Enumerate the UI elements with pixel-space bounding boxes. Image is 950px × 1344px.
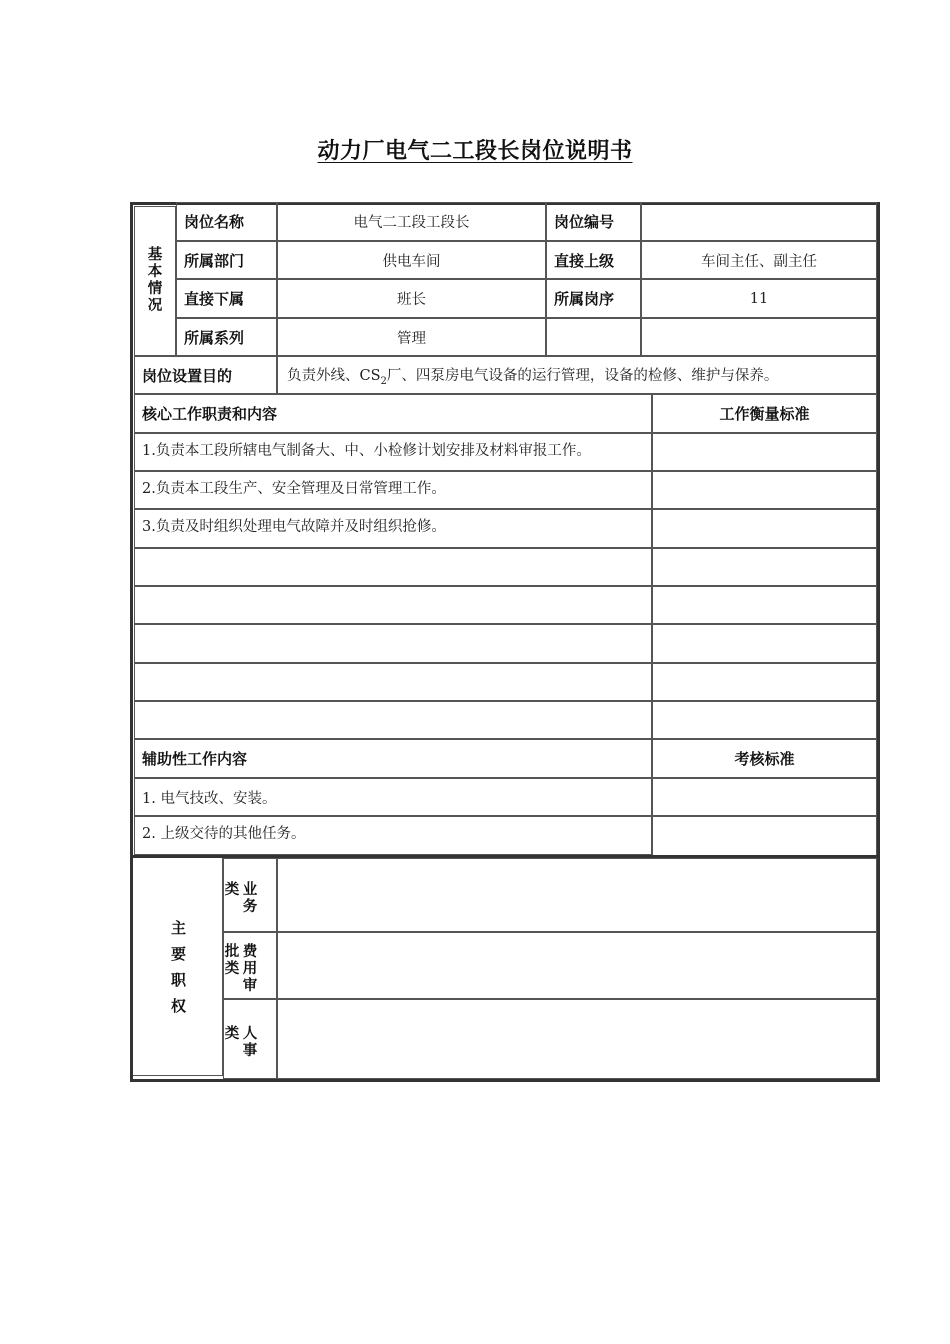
empty-value-cell xyxy=(641,318,877,356)
core-header-duties: 核心工作职责和内容 xyxy=(134,394,652,433)
core-standard xyxy=(652,663,877,701)
power-category-label: 批 费 类 用 审 xyxy=(224,944,258,994)
core-item xyxy=(134,586,652,624)
power-value-personnel xyxy=(277,999,877,1079)
core-item: 2.负责本工段生产、安全管理及日常管理工作。 xyxy=(134,471,652,509)
label-purpose: 岗位设置目的 xyxy=(134,356,277,394)
core-item xyxy=(134,701,652,739)
core-item: 1.负责本工段所辖电气制备大、中、小检修计划安排及材料审报工作。 xyxy=(134,433,652,471)
value-series: 管理 xyxy=(277,318,546,356)
empty-label-cell xyxy=(546,318,641,356)
power-category-label: 类 人 事 xyxy=(224,1026,258,1059)
core-standard xyxy=(652,701,877,739)
aux-standard xyxy=(652,816,877,858)
core-item xyxy=(134,663,652,701)
power-category-business xyxy=(223,858,277,932)
label-subordinates: 直接下属 xyxy=(176,279,277,318)
value-post-sequence: 11 xyxy=(641,279,877,318)
core-item xyxy=(134,548,652,586)
core-standard xyxy=(652,471,877,509)
label-series: 所属系列 xyxy=(176,318,277,356)
powers-label: 主要职权 xyxy=(170,919,186,1015)
value-position-code xyxy=(641,202,877,241)
power-value-expense xyxy=(277,932,877,999)
power-category-personnel xyxy=(223,999,277,1079)
aux-header-content: 辅助性工作内容 xyxy=(134,739,652,778)
purpose-text: 负责外线、$CS_2$厂、四泵房电气设备的运行管理，设备的检修、维护与保养。 xyxy=(287,367,779,387)
power-category-label: 类 业 务 xyxy=(224,882,258,915)
aux-standard xyxy=(652,778,877,816)
core-item: 3.负责及时组织处理电气故障并及时组织抢修。 xyxy=(134,509,652,548)
label-direct-superior: 直接上级 xyxy=(546,241,641,279)
core-standard xyxy=(652,624,877,663)
core-standard xyxy=(652,586,877,624)
label-position-name: 岗位名称 xyxy=(176,202,277,241)
label-position-code: 岗位编号 xyxy=(546,202,641,241)
document-title: 动力厂电气二工段长岗位说明书 xyxy=(317,139,633,164)
power-value-business xyxy=(277,858,877,932)
label-post-sequence: 所属岗序 xyxy=(546,279,641,318)
aux-item: 2. 上级交待的其他任务。 xyxy=(134,816,652,855)
power-category-expense xyxy=(223,932,277,999)
aux-item: 1. 电气技改、安装。 xyxy=(134,778,652,816)
value-position-name: 电气二工段工段长 xyxy=(277,202,546,241)
core-standard xyxy=(652,548,877,586)
value-department: 供电车间 xyxy=(277,241,546,279)
basic-section-label: 基本情况 xyxy=(134,206,176,356)
core-standard xyxy=(652,509,877,548)
value-purpose xyxy=(277,356,877,394)
core-header-standard: 工作衡量标准 xyxy=(652,394,877,433)
label-department: 所属部门 xyxy=(176,241,277,279)
core-item xyxy=(134,624,652,663)
core-standard xyxy=(652,433,877,471)
value-direct-superior: 车间主任、副主任 xyxy=(641,241,877,279)
value-subordinates: 班长 xyxy=(277,279,546,318)
aux-header-standard: 考核标准 xyxy=(652,739,877,778)
